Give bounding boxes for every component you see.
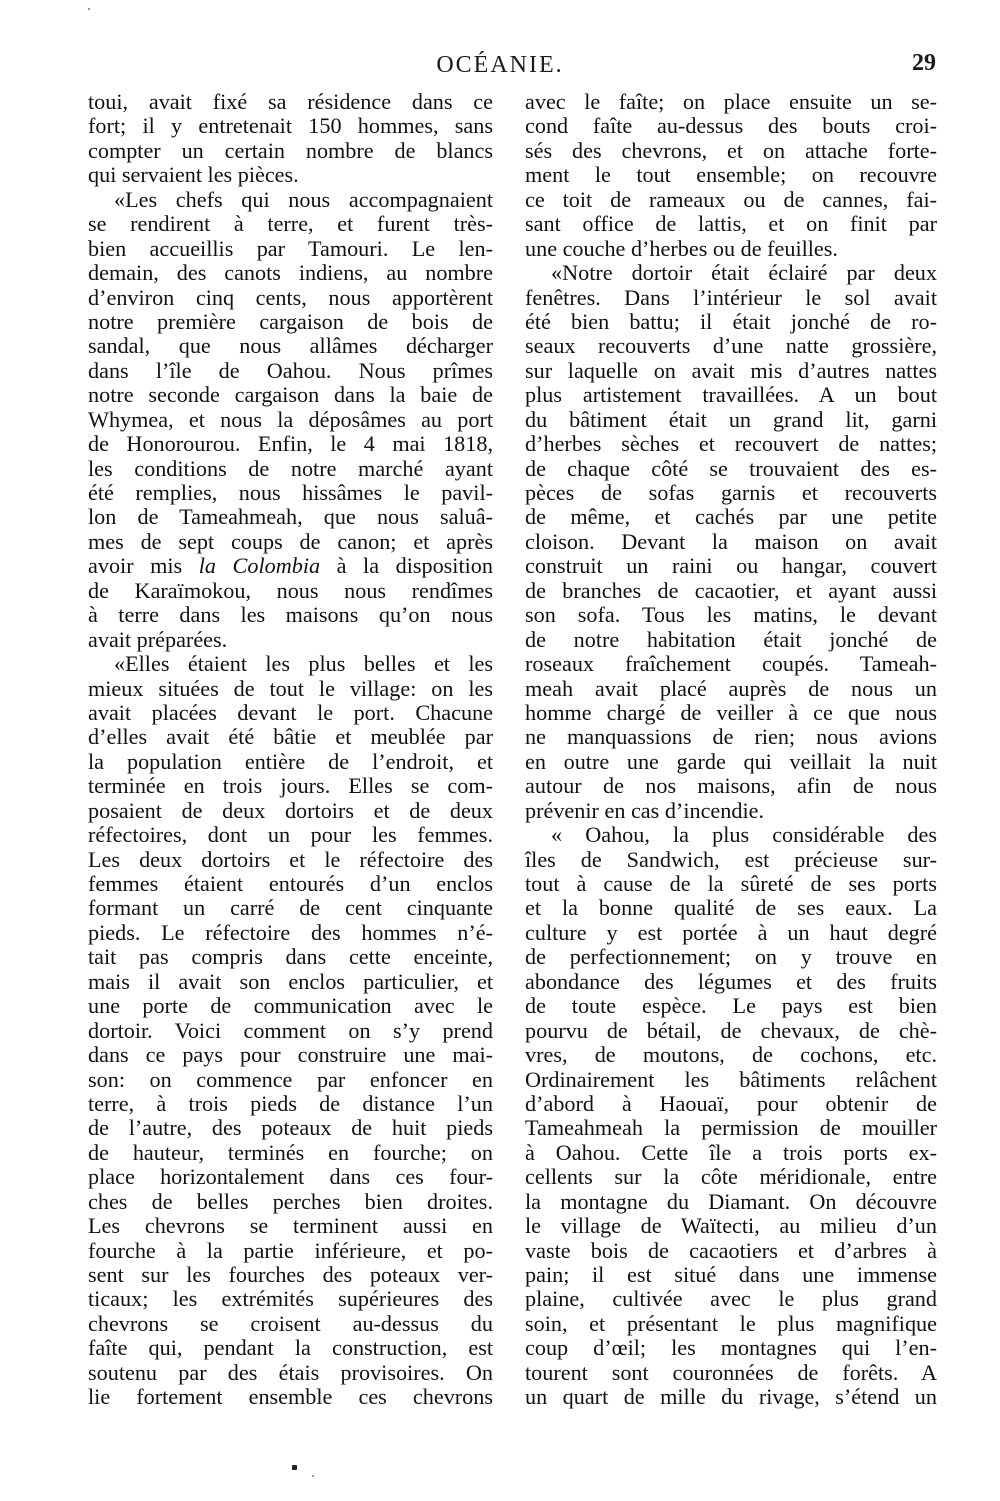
left-column xyxy=(88,90,493,1410)
text-line: été bien battu; il était jonché de ro- xyxy=(525,308,937,334)
text-line: de Karaïmokou, nous nous rendîmes xyxy=(88,577,493,603)
text-line: bien accueillis par Tamouri. Le len- xyxy=(88,235,493,261)
text-line: plaine, cultivée avec le plus grand xyxy=(525,1286,937,1312)
text-line: dans l’île de Oahou. Nous prîmes xyxy=(88,357,493,383)
print-speck xyxy=(312,1475,314,1477)
text-fragment: avoir mis xyxy=(88,553,199,579)
paragraph-start-line: «Elles étaient les plus belles et les xyxy=(114,651,493,677)
text-line: pieds. Le réfectoire des hommes n’é- xyxy=(88,919,493,945)
text-line: lie fortement ensemble ces chevrons xyxy=(88,1384,493,1410)
paragraph-start-line: «Les chefs qui nous accompagnaient xyxy=(114,186,493,212)
text-line: dortoir. Voici comment on s’y prend xyxy=(88,1017,493,1043)
text-line: de hauteur, terminés en fourche; on xyxy=(88,1139,493,1165)
text-line: fourche à la partie inférieure, et po- xyxy=(88,1237,493,1263)
text-line: qui servaient les pièces. xyxy=(88,162,299,188)
page-number: 29 xyxy=(912,50,936,76)
text-line-with-italic xyxy=(88,554,493,578)
text-line: son: on commence par enfoncer en xyxy=(88,1066,493,1092)
paragraph-start-line: «Notre dortoir était éclairé par deux xyxy=(551,260,937,286)
text-line: autour de nos maisons, afin de nous xyxy=(525,773,937,799)
text-line: lon de Tameahmeah, que nous saluâ- xyxy=(88,504,493,530)
text-line: toui, avait fixé sa résidence dans ce xyxy=(88,89,493,114)
text-line: d’elles avait été bâtie et meublée par xyxy=(88,724,493,750)
text-line: seaux recouverts d’une natte grossière, xyxy=(525,333,937,359)
text-line: pain; il est situé dans une immense xyxy=(525,1262,937,1287)
text-line: en outre une garde qui veillait la nuit xyxy=(525,748,937,774)
text-line: terminée en trois jours. Elles se com- xyxy=(88,773,493,799)
text-line: à terre dans les maisons qu’on nous xyxy=(88,602,493,628)
running-title: OCÉANIE. xyxy=(436,52,564,78)
text-line: îles de Sandwich, est précieuse sur- xyxy=(525,846,937,872)
text-line: construit un raini ou hangar, couvert xyxy=(525,553,937,579)
text-line: culture y est portée à un haut degré xyxy=(525,919,937,945)
text-line: fort; il y entretenait 150 hommes, sans xyxy=(88,113,493,139)
text-line: d’environ cinq cents, nous apportèrent xyxy=(88,284,493,310)
text-line: posaient de deux dortoirs et de deux xyxy=(88,797,493,823)
text-line: tait pas compris dans cette enceinte, xyxy=(88,944,493,970)
text-line: Whymea, et nous la déposâmes au port xyxy=(88,406,493,432)
text-line: mais il avait son enclos particulier, et xyxy=(88,968,493,994)
text-line: fenêtres. Dans l’intérieur le sol avait xyxy=(525,284,937,310)
text-line: Les chevrons se terminent aussi en xyxy=(88,1213,493,1239)
text-line: ticaux; les extrémités supérieures des xyxy=(88,1286,493,1312)
right-column xyxy=(525,90,937,1410)
text-line: de même, et cachés par une petite xyxy=(525,504,937,530)
text-line: soutenu par des étais provisoires. On xyxy=(88,1359,493,1385)
text-line: plus artistement travaillées. A un bout xyxy=(525,382,937,408)
text-line: mieux situées de tout le village: on les xyxy=(88,675,493,701)
text-line: sés des chevrons, et on attache forte- xyxy=(525,137,937,163)
print-speck xyxy=(88,8,90,10)
text-line: de toute espèce. Le pays est bien xyxy=(525,993,937,1019)
text-line: de Honorourou. Enfin, le 4 mai 1818, xyxy=(88,431,493,457)
text-line: sandal, que nous allâmes décharger xyxy=(88,333,493,359)
text-line: meah avait placé auprès de nous un xyxy=(525,675,937,701)
text-line: et la bonne qualité de ses eaux. La xyxy=(525,895,937,921)
text-line: son sofa. Tous les matins, le devant xyxy=(525,602,937,628)
text-line: été remplies, nous hissâmes le pavil- xyxy=(88,480,493,505)
text-line: femmes étaient entourés d’un enclos xyxy=(88,871,493,896)
text-line: sent sur les fourches des poteaux ver- xyxy=(88,1262,493,1287)
text-line: faîte qui, pendant la construction, est xyxy=(88,1335,493,1361)
text-line: un quart de mille du rivage, s’étend un xyxy=(525,1384,937,1410)
text-line: place horizontalement dans ces four- xyxy=(88,1164,493,1190)
text-line: une porte de communication avec le xyxy=(88,993,493,1019)
text-line: une couche d’herbes ou de feuilles. xyxy=(525,235,838,261)
text-line: se rendirent à terre, et furent très- xyxy=(88,211,493,237)
text-line: coup d’œil; les montagnes qui l’en- xyxy=(525,1335,937,1361)
text-line: du bâtiment était un grand lit, garni xyxy=(525,406,937,432)
text-line: homme chargé de veiller à ce que nous xyxy=(525,699,937,725)
text-line: compter un certain nombre de blancs xyxy=(88,137,493,163)
text-line: terre, à trois pieds de distance l’un xyxy=(88,1090,493,1116)
text-line: soin, et présentant le plus magnifique xyxy=(525,1310,937,1336)
text-line: roseaux fraîchement coupés. Tameah- xyxy=(525,651,937,677)
text-line: vres, de moutons, de cochons, etc. xyxy=(525,1042,937,1068)
text-line: ches de belles perches bien droites. xyxy=(88,1188,493,1214)
ship-name-italic: la Colombia xyxy=(198,553,321,579)
text-line: les conditions de notre marché ayant xyxy=(88,455,493,481)
text-line: le village de Waïtecti, au milieu d’un xyxy=(525,1213,937,1239)
text-line: de notre habitation était jonché de xyxy=(525,626,937,652)
text-line: Ordinairement les bâtiments relâchent xyxy=(525,1066,937,1092)
text-line: avait préparées. xyxy=(88,626,228,652)
paragraph-start-line: « Oahou, la plus considérable des xyxy=(551,822,937,848)
text-line: avec le faîte; on place ensuite un se- xyxy=(525,89,937,114)
text-line: notre seconde cargaison dans la baie de xyxy=(88,382,493,408)
text-line: cloison. Devant la maison on avait xyxy=(525,528,937,554)
text-line: d’abord à Haouaï, pour obtenir de xyxy=(525,1090,937,1116)
text-line: sur laquelle on avait mis d’autres nattes xyxy=(525,357,937,383)
text-line: cellents sur la côte méridionale, entre xyxy=(525,1164,937,1190)
text-line: dans ce pays pour construire une mai- xyxy=(88,1042,493,1068)
text-line: tourent sont couronnées de forêts. A xyxy=(525,1359,937,1385)
text-line: formant un carré de cent cinquante xyxy=(88,895,493,921)
text-line: ne manquassions de rien; nous avions xyxy=(525,724,937,750)
text-line: pourvu de bétail, de chevaux, de chè- xyxy=(525,1017,937,1043)
text-line: abondance des légumes et des fruits xyxy=(525,968,937,994)
text-line: notre première cargaison de bois de xyxy=(88,308,493,334)
text-line: la population entière de l’endroit, et xyxy=(88,748,493,774)
text-line: tout à cause de la sûreté de ses ports xyxy=(525,871,937,896)
text-line: avait placées devant le port. Chacune xyxy=(88,699,493,725)
text-line: mes de sept coups de canon; et après xyxy=(88,528,493,554)
text-line: de branches de cacaotier, et ayant aussi xyxy=(525,577,937,603)
text-line: chevrons se croisent au-dessus du xyxy=(88,1310,493,1336)
text-line: vaste bois de cacaotiers et d’arbres à xyxy=(525,1237,937,1263)
text-line: prévenir en cas d’incendie. xyxy=(525,797,765,823)
text-line: sant office de lattis, et on finit par xyxy=(525,211,937,237)
text-line: la montagne du Diamant. On découvre xyxy=(525,1188,937,1214)
text-line: Les deux dortoirs et le réfectoire des xyxy=(88,846,493,872)
text-line: à Oahou. Cette île a trois ports ex- xyxy=(525,1139,937,1165)
text-fragment: à la disposition xyxy=(320,553,493,579)
text-line: ce toit de rameaux ou de cannes, fai- xyxy=(525,186,937,212)
text-line: cond faîte au-dessus des bouts croi- xyxy=(525,113,937,139)
text-line: ment le tout ensemble; on recouvre xyxy=(525,162,937,188)
print-speck xyxy=(292,1465,297,1470)
text-line: de chaque côté se trouvaient des es- xyxy=(525,455,937,481)
text-line: pèces de sofas garnis et recouverts xyxy=(525,480,937,505)
text-line: réfectoires, dont un pour les femmes. xyxy=(88,822,493,848)
text-line: demain, des canots indiens, au nombre xyxy=(88,260,493,286)
text-line: de l’autre, des poteaux de huit pieds xyxy=(88,1115,493,1141)
text-line: de perfectionnement; on y trouve en xyxy=(525,944,937,970)
text-line: Tameahmeah la permission de mouiller xyxy=(525,1115,937,1141)
text-line: d’herbes sèches et recouvert de nattes; xyxy=(525,431,937,457)
